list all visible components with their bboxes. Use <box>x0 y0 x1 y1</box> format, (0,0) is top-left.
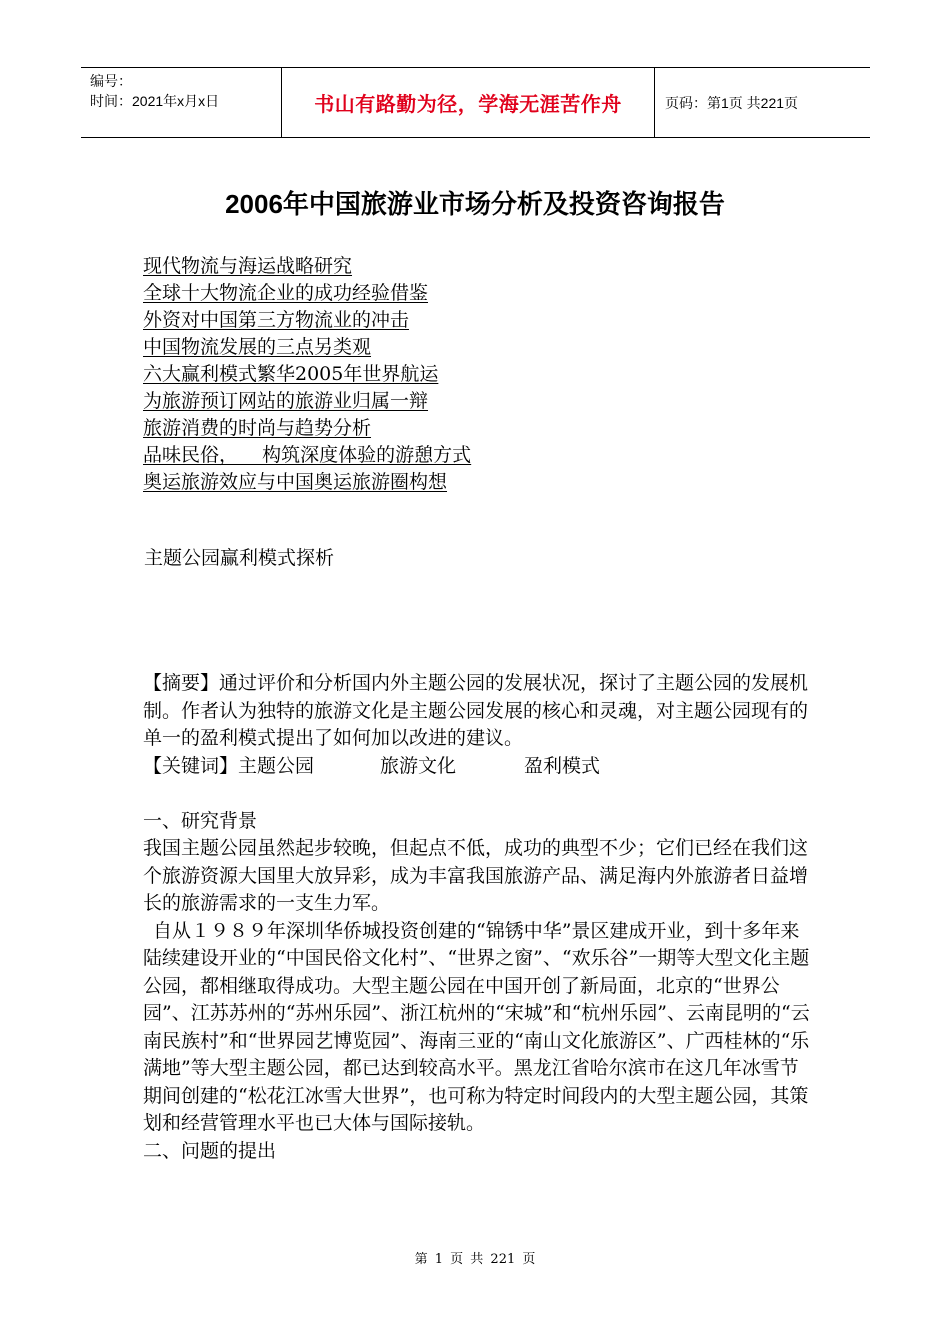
link-item <box>143 280 471 307</box>
article-subject: 主题公园赢利模式探析 <box>144 547 335 569</box>
header-motto-cell <box>282 68 655 137</box>
header-page-cell <box>655 68 870 137</box>
keyword-3: 盈利模式 <box>524 754 601 777</box>
body-paragraph: 我国主题公园虽然起步较晚，但起点不低，成功的典型不少；它们已经在我们这个旅游资源大国里大放异彩，成为丰富我国旅游产品、满足海内外旅游者日益增长的旅游需求的一支生力军。 <box>143 837 809 914</box>
keyword-2: 旅游文化 <box>380 754 457 777</box>
section-heading: 二、问题的提出 <box>143 1139 277 1162</box>
header-table <box>81 67 870 138</box>
related-links <box>143 253 471 496</box>
document-title: 2006年中国旅游业市场分析及投资咨询报告 <box>225 189 725 219</box>
motto-text: 书山有路勤为径，学海无涯苦作舟 <box>314 94 622 116</box>
link-item <box>143 334 471 361</box>
link-text[interactable]: 品味民俗， 构筑深度体验的游憩方式 <box>143 444 472 466</box>
link-item <box>143 253 471 280</box>
link-text[interactable]: 全球十大物流企业的成功经验借鉴 <box>143 282 429 304</box>
page-footer: 第 1 页 共 221 页 <box>414 1252 536 1267</box>
body-paragraph: 自从１９８９年深圳华侨城投资创建的“锦锈中华”景区建成开业，到十多年来陆续建设开业的“中国民俗文化村”、“世界之窗”、“欢乐谷”一期等大型文化主题公园，都相继取得成功。大型主题公园在中国开创了新局面，北京的“世界公园”、江苏苏州的“苏州乐园”、浙江杭州的“宋城”和“杭州乐园”、云南昆明的“云南民族村”和“世界园艺博览园”、海南三亚的“南山文化旅游区”、广西桂林的“乐满地”等大型主题公园，都已达到较高水平。黑龙江省哈尔滨市在这几年冰雪节期间创建的“松花江冰雪大世界”，也可称为特定时间段内的大型主题公园，其策划和经营管理水平也已大体与国际接轨。 <box>143 919 810 1134</box>
keywords-line <box>143 753 811 781</box>
header-meta-cell <box>81 68 282 137</box>
link-item <box>143 469 471 496</box>
link-text[interactable]: 中国物流发展的三点另类观 <box>143 336 372 358</box>
date-line: 时间：2021年x月x日 <box>90 93 220 109</box>
link-text[interactable]: 旅游消费的时尚与趋势分析 <box>143 417 372 439</box>
link-item <box>143 388 471 415</box>
link-text[interactable]: 外资对中国第三方物流业的冲击 <box>143 309 410 331</box>
link-item <box>143 307 471 334</box>
code-label: 编号： <box>90 73 132 89</box>
keywords-label: 【关键词】主题公园 <box>143 754 315 777</box>
link-text[interactable]: 为旅游预订网站的旅游业归属一辩 <box>143 390 429 412</box>
link-item <box>143 361 471 388</box>
link-item <box>143 415 471 442</box>
abstract-paragraph: 【摘要】通过评价和分析国内外主题公园的发展状况，探讨了主题公园的发展机制。作者认为独特的旅游文化是主题公园发展的核心和灵魂，对主题公园现有的单一的盈利模式提出了如何加以改进的建议。 <box>143 672 809 749</box>
link-text[interactable]: 现代物流与海运战略研究 <box>143 255 353 277</box>
link-text[interactable]: 奥运旅游效应与中国奥运旅游圈构想 <box>143 471 448 493</box>
link-item <box>143 442 471 469</box>
page-code: 页码：第1页 共221页 <box>665 94 799 111</box>
article-body <box>143 670 811 1165</box>
section-heading: 一、研究背景 <box>143 809 258 832</box>
link-text[interactable]: 六大赢利模式繁华2005年世界航运 <box>143 363 439 385</box>
